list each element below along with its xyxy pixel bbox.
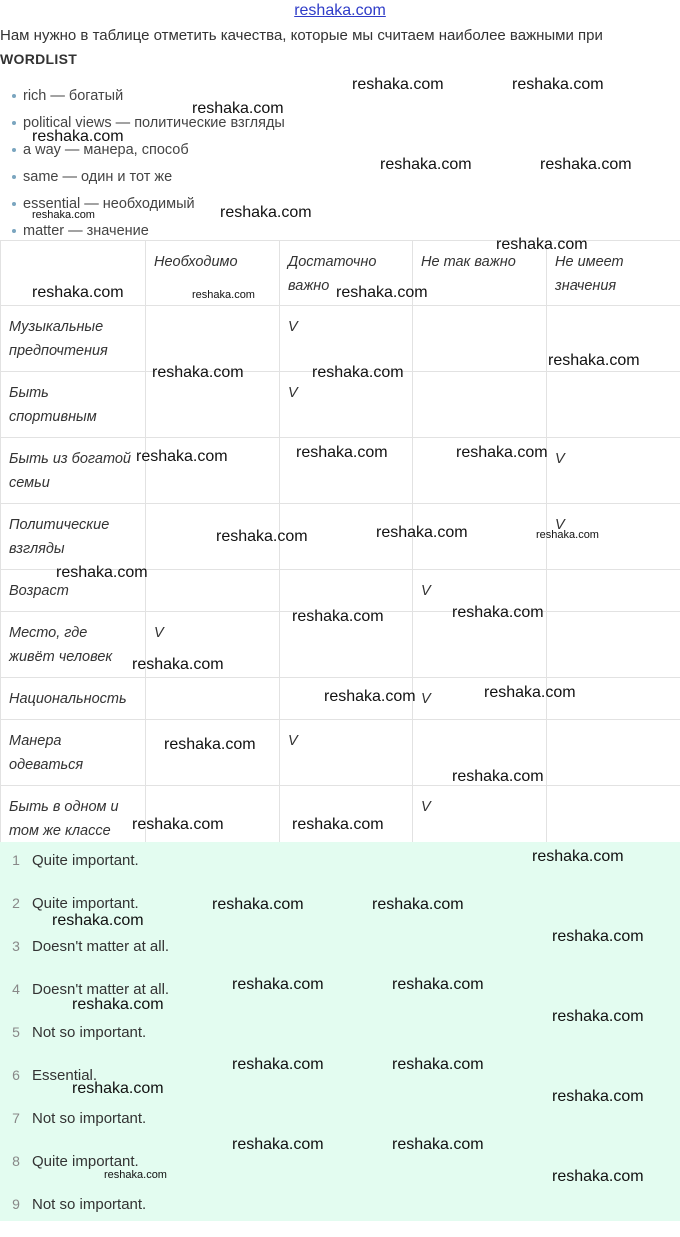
answer-item: 2 Quite important. <box>0 893 169 936</box>
watermark: reshaka.com <box>312 364 404 382</box>
watermark: reshaka.com <box>392 1056 484 1074</box>
check-cell <box>146 372 280 438</box>
watermark: reshaka.com <box>456 444 548 462</box>
check-cell <box>413 504 547 570</box>
check-cell: V <box>413 678 547 720</box>
bullet-icon <box>12 94 16 98</box>
watermark: reshaka.com <box>216 528 308 546</box>
wordlist <box>12 86 285 248</box>
check-cell <box>413 720 547 786</box>
check-cell <box>413 306 547 372</box>
watermark: reshaka.com <box>220 204 312 222</box>
check-cell <box>280 678 413 720</box>
watermark: reshaka.com <box>72 1080 164 1098</box>
qualities-table <box>0 240 680 852</box>
bullet-icon <box>12 148 16 152</box>
table-row <box>1 372 680 438</box>
watermark: reshaka.com <box>552 1008 644 1026</box>
table-header-cell: Не имеет значения <box>547 241 680 306</box>
watermark: reshaka.com <box>132 656 224 674</box>
watermark: reshaka.com <box>512 76 604 94</box>
wordlist-item: matter — значение <box>12 221 285 248</box>
watermark: reshaka.com <box>548 352 640 370</box>
wordlist-item: rich — богатый <box>12 86 285 113</box>
table-row <box>1 678 680 720</box>
check-cell: V <box>413 786 547 852</box>
watermark: reshaka.com <box>496 236 588 254</box>
answer-item: 3 Doesn't matter at all. <box>0 936 169 979</box>
bullet-icon <box>12 229 16 233</box>
watermark: reshaka.com <box>72 996 164 1014</box>
check-cell: V <box>280 720 413 786</box>
check-cell <box>280 612 413 678</box>
watermark: reshaka.com <box>484 684 576 702</box>
watermark: reshaka.com <box>552 1168 644 1186</box>
table-row <box>1 612 680 678</box>
wordlist-item: a way — манера, способ <box>12 140 285 167</box>
watermark: reshaka.com <box>392 976 484 994</box>
check-cell <box>146 720 280 786</box>
row-label: Музыкальные предпочтения <box>1 306 146 372</box>
answer-item: 8 Quite important. <box>0 1151 169 1194</box>
watermark: reshaka.com <box>232 976 324 994</box>
bullet-icon <box>12 121 16 125</box>
row-label: Национальность <box>1 678 146 720</box>
watermark: reshaka.com <box>452 768 544 786</box>
table-row <box>1 438 680 504</box>
table-row <box>1 720 680 786</box>
watermark: reshaka.com <box>56 564 148 582</box>
watermark: reshaka.com <box>452 604 544 622</box>
row-label: Место, где живёт человек <box>1 612 146 678</box>
check-cell <box>413 438 547 504</box>
bullet-icon <box>12 175 16 179</box>
check-cell <box>547 570 680 612</box>
table-header-cell: Достаточно важно <box>280 241 413 306</box>
table-row <box>1 306 680 372</box>
check-cell: V <box>413 570 547 612</box>
check-cell: V <box>146 612 280 678</box>
answers-panel <box>0 842 680 1221</box>
row-label: Манера одеваться <box>1 720 146 786</box>
watermark: reshaka.com <box>540 156 632 174</box>
check-cell <box>547 306 680 372</box>
watermark: reshaka.com <box>324 688 416 706</box>
check-cell <box>547 612 680 678</box>
watermark: reshaka.com <box>552 1088 644 1106</box>
row-label: Возраст <box>1 570 146 612</box>
answer-item: 9 Not so important. <box>0 1194 169 1237</box>
watermark: reshaka.com <box>32 284 124 302</box>
watermark: reshaka.com <box>232 1056 324 1074</box>
check-cell <box>413 372 547 438</box>
check-cell <box>146 570 280 612</box>
answers-list <box>0 850 169 1237</box>
wordlist-item: political views — политические взгляды <box>12 113 285 140</box>
check-cell <box>146 504 280 570</box>
check-cell: V <box>547 504 680 570</box>
watermark: reshaka.com <box>104 1169 167 1181</box>
watermark: reshaka.com <box>132 816 224 834</box>
watermark: reshaka.com <box>292 816 384 834</box>
answer-item: 6 Essential. <box>0 1065 169 1108</box>
watermark: reshaka.com <box>52 912 144 930</box>
wordlist-item: essential — необходимый <box>12 194 285 221</box>
watermark: reshaka.com <box>372 896 464 914</box>
check-cell: V <box>280 306 413 372</box>
watermark: reshaka.com <box>192 289 255 301</box>
watermark: reshaka.com <box>32 209 95 221</box>
watermark: reshaka.com <box>536 529 599 541</box>
check-cell <box>146 306 280 372</box>
check-cell <box>547 720 680 786</box>
check-cell <box>146 678 280 720</box>
answer-item: 1 Quite important. <box>0 850 169 893</box>
watermark: reshaka.com <box>352 76 444 94</box>
row-label: Быть в одном и том же классе <box>1 786 146 852</box>
table-row <box>1 504 680 570</box>
watermark: reshaka.com <box>32 128 124 146</box>
watermark: reshaka.com <box>232 1136 324 1154</box>
row-label: Быть из богатой семьи <box>1 438 146 504</box>
watermark: reshaka.com <box>192 100 284 118</box>
row-label: Политические взгляды <box>1 504 146 570</box>
table-header-empty <box>1 241 146 306</box>
watermark: reshaka.com <box>296 444 388 462</box>
wordlist-item: same — один и тот же <box>12 167 285 194</box>
check-cell: V <box>280 372 413 438</box>
intro-text: Нам нужно в таблице отметить качества, которые мы считаем наиболее важными при <box>0 27 680 45</box>
check-cell <box>280 438 413 504</box>
watermark: reshaka.com <box>552 928 644 946</box>
watermark: reshaka.com <box>376 524 468 542</box>
check-cell <box>413 612 547 678</box>
site-header-link[interactable]: reshaka.com <box>0 2 680 20</box>
check-cell: V <box>547 438 680 504</box>
watermark: reshaka.com <box>164 736 256 754</box>
answer-item: 5 Not so important. <box>0 1022 169 1065</box>
watermark: reshaka.com <box>136 448 228 466</box>
watermark: reshaka.com <box>380 156 472 174</box>
wordlist-title: WORDLIST <box>0 51 77 67</box>
row-label: Быть спортивным <box>1 372 146 438</box>
table-header-cell: Не так важно <box>413 241 547 306</box>
watermark: reshaka.com <box>336 284 428 302</box>
watermark: reshaka.com <box>212 896 304 914</box>
watermark: reshaka.com <box>152 364 244 382</box>
table-row <box>1 570 680 612</box>
answer-item: 4 Doesn't matter at all. <box>0 979 169 1022</box>
watermark: reshaka.com <box>532 848 624 866</box>
answer-item: 7 Not so important. <box>0 1108 169 1151</box>
table-header-row <box>1 241 680 306</box>
table-header-cell: Необходимо <box>146 241 280 306</box>
watermark: reshaka.com <box>392 1136 484 1154</box>
check-cell <box>280 570 413 612</box>
watermark: reshaka.com <box>292 608 384 626</box>
bullet-icon <box>12 202 16 206</box>
check-cell <box>547 678 680 720</box>
check-cell <box>146 438 280 504</box>
check-cell <box>547 372 680 438</box>
check-cell <box>280 504 413 570</box>
